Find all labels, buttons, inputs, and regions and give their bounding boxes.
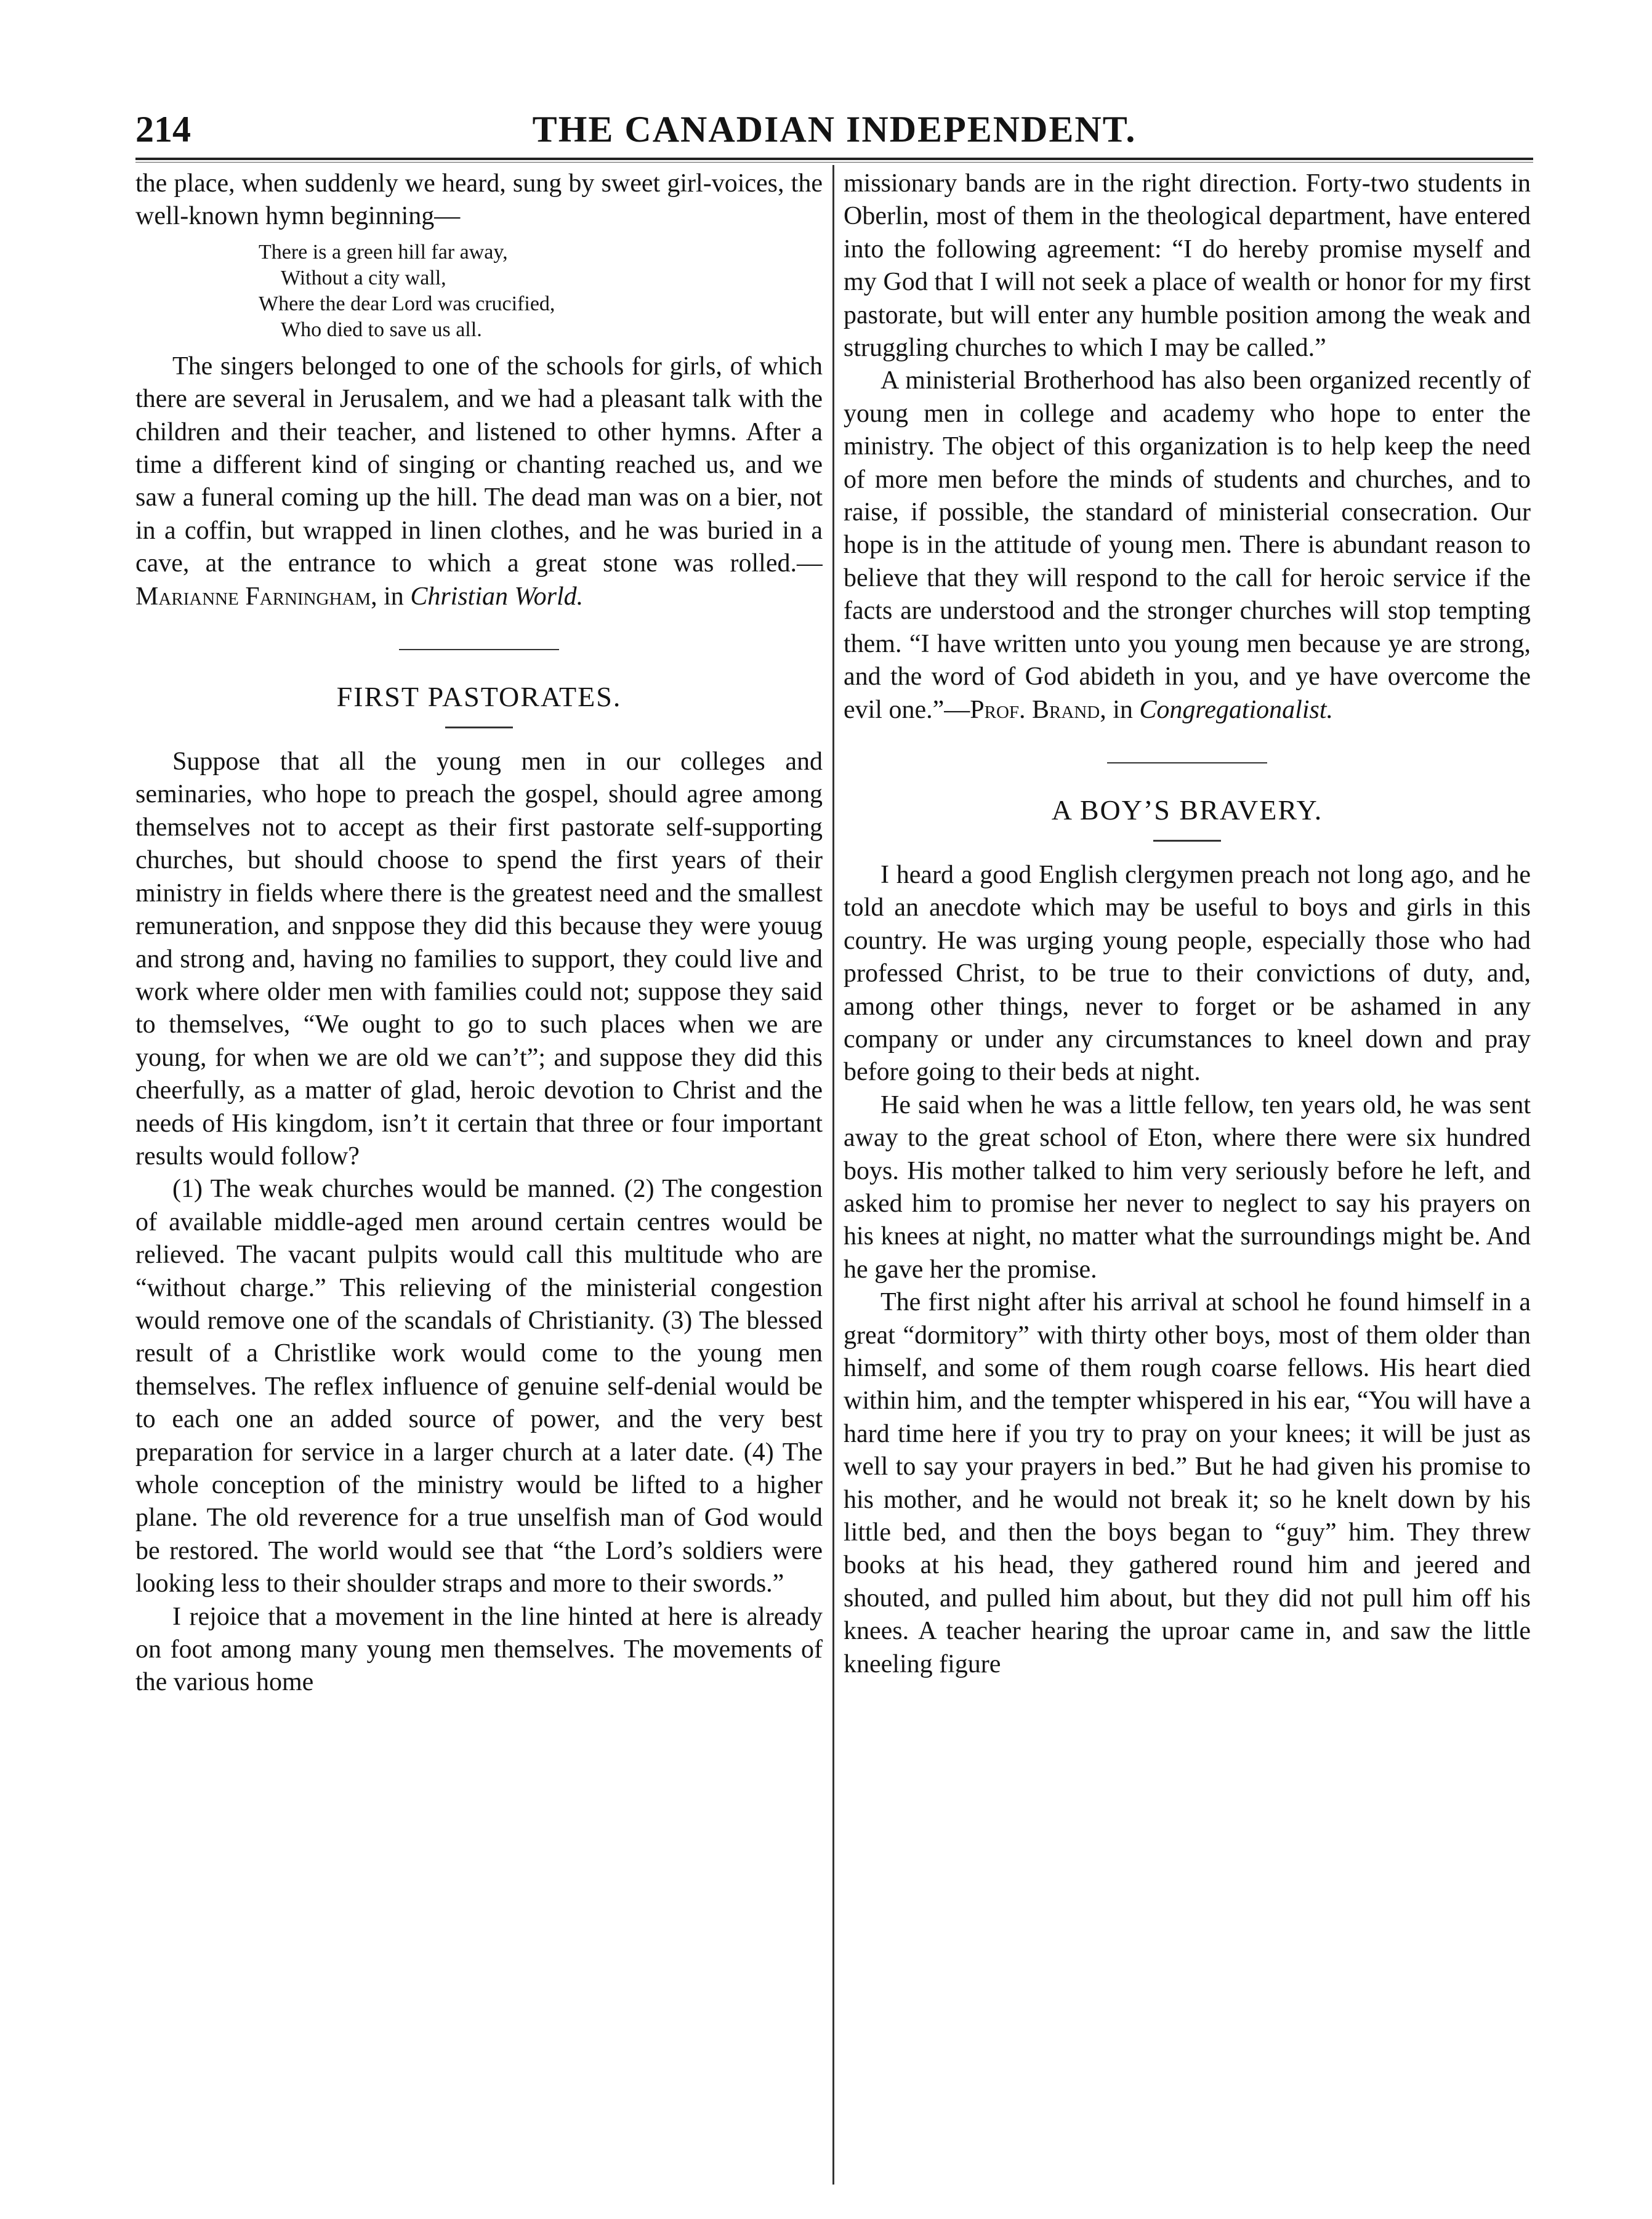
section-title-boys-bravery: A BOY’S BRAVERY. [1051,794,1323,826]
paragraph-text: The singers belonged to one of the schools for girls, of which there are several in Jerusalem, and we had a pleasant talk with the children and their teacher, and listened to other hymns. After a time a different kind of singing or chanting reached us, and we saw a funeral coming up the hill. The dead man was on a bier, not in a coffin, but wrapped in linen clothes, and he was buried in a cave, at the entrance to which a great stone was rolled.— [135,352,823,578]
credit-connector: , in [1100,695,1140,724]
column-divider [832,165,834,2185]
article-paragraph: missionary bands are in the right direction. Forty-two students in Oberlin, most of them in the theological department, have entered into the following agreement: “I do hereby promise myself and my God that I will not seek a place of wealth or honor for my first pastorate, but will enter any humble position among the weak and struggling churches to which I may be called.” [844,169,1531,363]
article-paragraph: I rejoice that a movement in the line hinted at here is already on foot among many young men themselves. The movements of the various home [135,1602,823,1697]
credit-connector: , in [371,582,411,611]
story-paragraph: The first night after his arrival at school he found himself in a great “dormitory” with thirty other boys, most of them older than himself, and some of them rough coarse fellows. His heart died within him, and the tempter whispered in his ear, “You will have a hard time here if you try to pray on your knees; it will be just as well to say your prayers in bed.” But he had given his promise to his mother, and he would not break it; so he knelt down by his little bed, and then the boys began to “guy” him. They threw books at his head, they gathered round him and jeered and shouted, and pulled him about, but they did not pull him off his knees. A teacher hearing the uproar came in, and saw the little kneeling figure [844,1288,1531,1678]
paragraph-text: A ministerial Brotherhood has also been organized recently of young men in college and academy who hope to enter the ministry. The object of this organization is to help keep the need of more men before the minds of students and churches, and to raise, if possible, the standard of ministerial consecration. Our hope is in the attitude of young men. There is abundant reason to believe that they will respond to the call for heroic service if the facts are understood and the stronger churches will stop tempting them. “I have written unto you young men because ye are strong, and the word of God abideth in you, and ye have overcome the evil one.”— [844,366,1531,724]
title-rule [1153,840,1221,842]
source-credit: Congregationalist. [1139,695,1334,724]
author-credit: Prof. Brand [970,695,1100,724]
article-paragraph: Suppose that all the young men in our colleges and seminaries, who hope to preach the gospel, should agree among themselves not to accept as their first pastorate self-supporting churches, but should choose to spend the first years of their ministry in fields where there is the greatest need and the smallest remuneration, and snppose they did this because they were youug and strong and, having no families to support, they could live and work where older men with families could not; suppose they said to themselves, “We ought to go to such places when we are young, for when we are old we can’t”; and suppose they did this cheerfully, as a matter of glad, heroic devotion to Christ and the needs of His kingdom, isn’t it certain that three or four important results would follow? [135,747,823,1170]
author-credit: Marianne Farningham [135,582,371,611]
section-separator [399,649,559,650]
poem-line: There is a green hill far away, [259,240,508,264]
hymn-verse [259,240,823,343]
source-credit: Christian World. [410,582,584,611]
page-number: 214 [135,109,191,150]
left-column [135,167,823,2181]
poem-line: Where the dear Lord was crucified, [259,292,555,315]
right-column [844,167,1531,2181]
story-paragraph: I heard a good English clergymen preach not long ago, and he told an anecdote which may be useful to boys and girls in this country. He was urging young people, especially those who had professed Christ, to be true to their convictions of duty, and, among other things, never to forget or be ashamed in any company or under any circumstances to kneel down and pray before going to their beds at night. [844,860,1531,1087]
intro-paragraph: the place, when suddenly we heard, sung by sweet girl-voices, the well-known hymn beginning— [135,169,823,231]
article-paragraph: (1) The weak churches would be manned. (2) The congestion of available middle-aged men around certain centres would be relieved. The vacant pulpits would call this multitude who are “without charge.” This relieving of the ministerial congestion would remove one of the scandals of Christianity. (3) The blessed result of a Christlike work would come to the young men themselves. The reflex influence of genuine self-denial would be to each one an added source of power, and the very best preparation for service in a larger church at a later date. (4) The whole conception of the ministry would be lifted to a higher plane. The old reverence for a true unselfish man of God would be restored. The world would see that “the Lord’s soldiers were looking less to their shoulder straps and more to their swords.” [135,1175,823,1598]
title-rule [445,727,513,728]
page-header [135,105,1533,154]
article-paragraph [135,350,823,613]
poem-line: Without a city wall, [281,266,446,289]
article-paragraph [844,364,1531,726]
story-paragraph: He said when he was a little fellow, ten years old, he was sent away to the great school of Eton, where there were six hundred boys. His mother talked to him very seriously before he left, and asked him to promise her never to neglect to say his prayers on his knees at night, no matter what the surroundings might be. And he gave her the promise. [844,1090,1531,1284]
header-rule [135,158,1533,163]
section-title-first-pastorates: FIRST PASTORATES. [336,681,622,713]
poem-line: Who died to save us all. [281,318,482,341]
section-separator [1107,762,1267,763]
journal-title: THE CANADIAN INDEPENDENT. [532,109,1137,150]
